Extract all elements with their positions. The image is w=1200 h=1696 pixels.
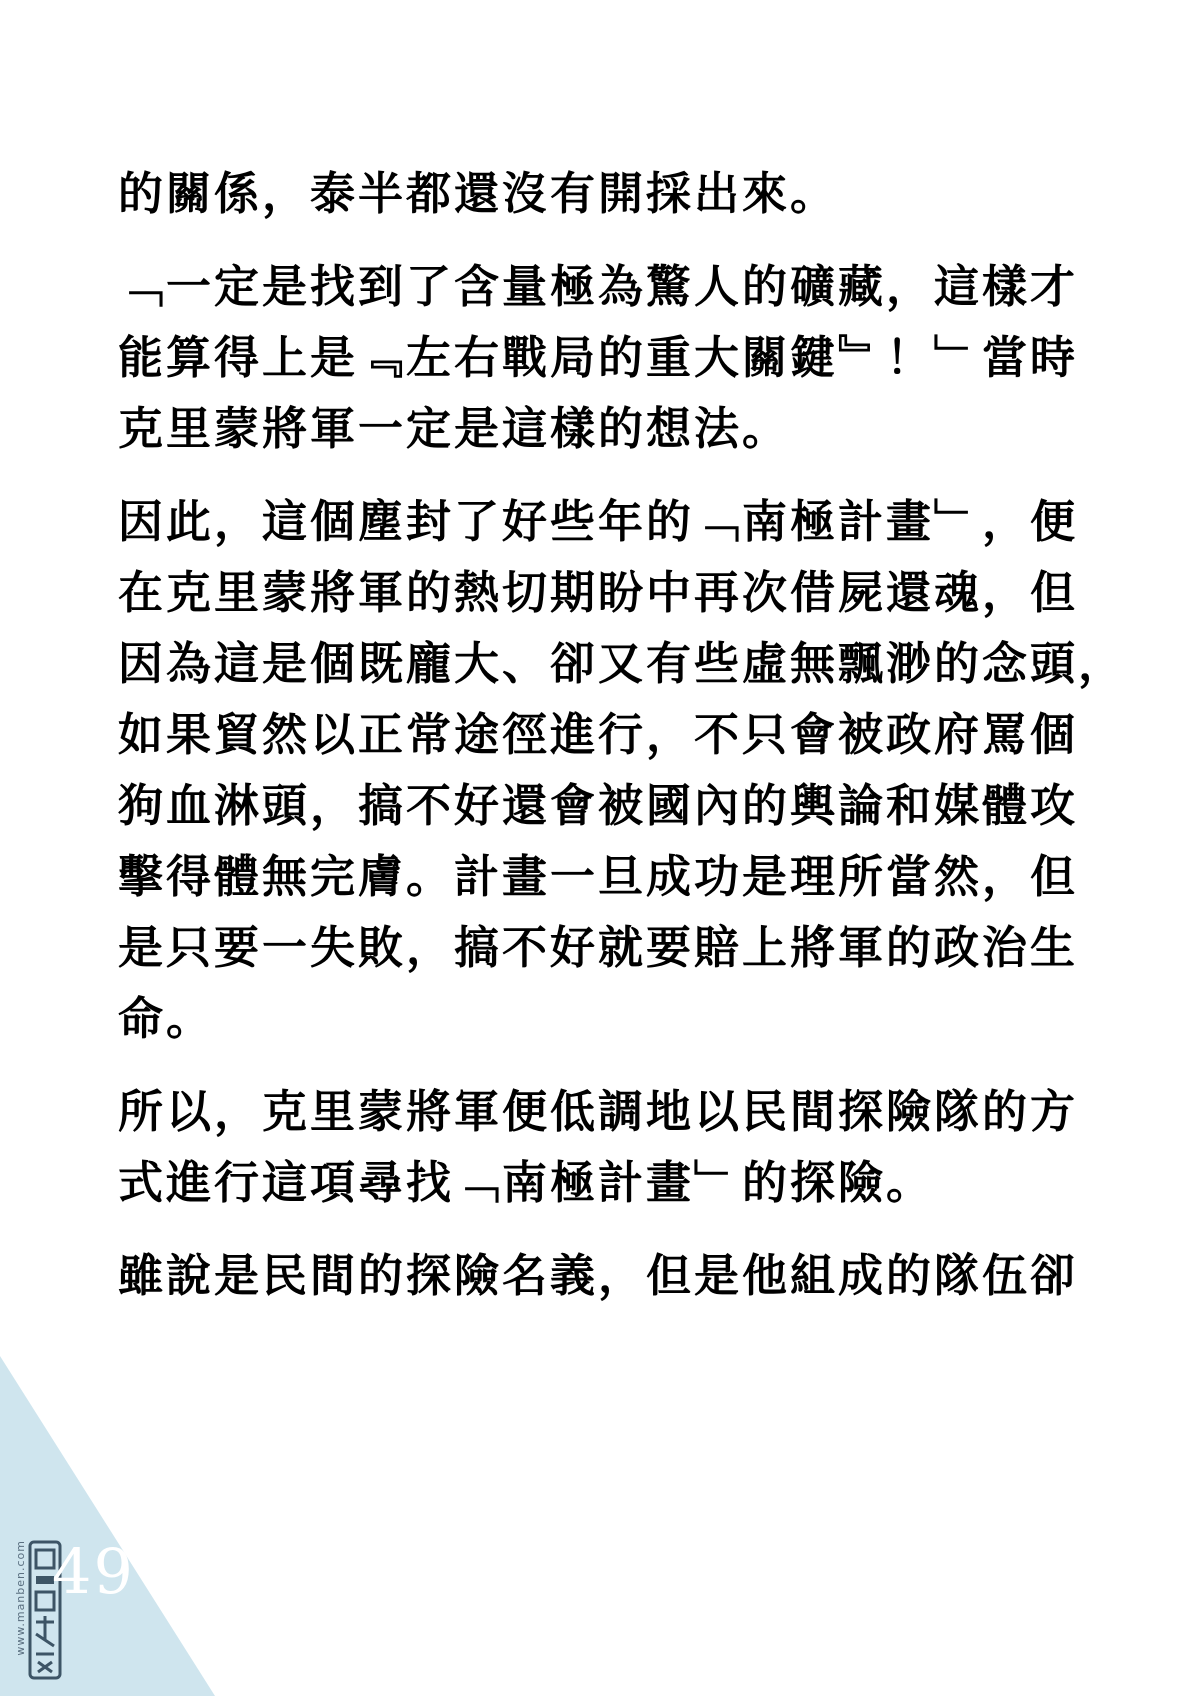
paragraph-4 bbox=[118, 1076, 1098, 1218]
paragraph-2 bbox=[118, 251, 1098, 464]
paragraph-5 bbox=[118, 1240, 1098, 1311]
text-line: 是只要一失敗，搞不好就要賠上將軍的政治生 bbox=[118, 921, 1079, 974]
text-line: 式進行這項尋找﹁南極計畫﹂的探險。 bbox=[118, 1156, 935, 1209]
text-line: 能算得上是﹃左右戰局的重大關鍵﹄！﹂當時 bbox=[118, 331, 1079, 384]
text-line: 如果貿然以正常途徑進行，不只會被政府罵個 bbox=[118, 708, 1079, 761]
paragraph-3 bbox=[118, 486, 1127, 1054]
text-line: 狗血淋頭，搞不好還會被國內的輿論和媒體攻 bbox=[118, 779, 1079, 832]
paragraph-1 bbox=[118, 158, 1098, 229]
text-line: 在克里蒙將軍的熱切期盼中再次借屍還魂，但 bbox=[118, 566, 1079, 619]
text-line: 所以，克里蒙將軍便低調地以民間探險隊的方 bbox=[118, 1085, 1079, 1138]
text-line: 克里蒙將軍一定是這樣的想法。 bbox=[118, 402, 791, 455]
page-number: 49 bbox=[52, 1535, 135, 1608]
text-line: 雖說是民間的探險名義，但是他組成的隊伍卻 bbox=[118, 1249, 1079, 1302]
text-line: 因此，這個塵封了好些年的﹁南極計畫﹂，便 bbox=[118, 495, 1079, 548]
text-line: 的關係，泰半都還沒有開採出來。 bbox=[118, 167, 839, 220]
text-line: ﹁一定是找到了含量極為驚人的礦藏，這樣才 bbox=[118, 260, 1079, 313]
text-line: 命。 bbox=[118, 992, 215, 1045]
text-line: 因為這是個既龐大、卻又有些虛無飄渺的念頭， bbox=[118, 637, 1127, 690]
text-body bbox=[118, 158, 1127, 1333]
watermark-url: www.manben.com bbox=[14, 1540, 27, 1656]
text-line: 擊得體無完膚。計畫一旦成功是理所當然，但 bbox=[118, 850, 1079, 903]
